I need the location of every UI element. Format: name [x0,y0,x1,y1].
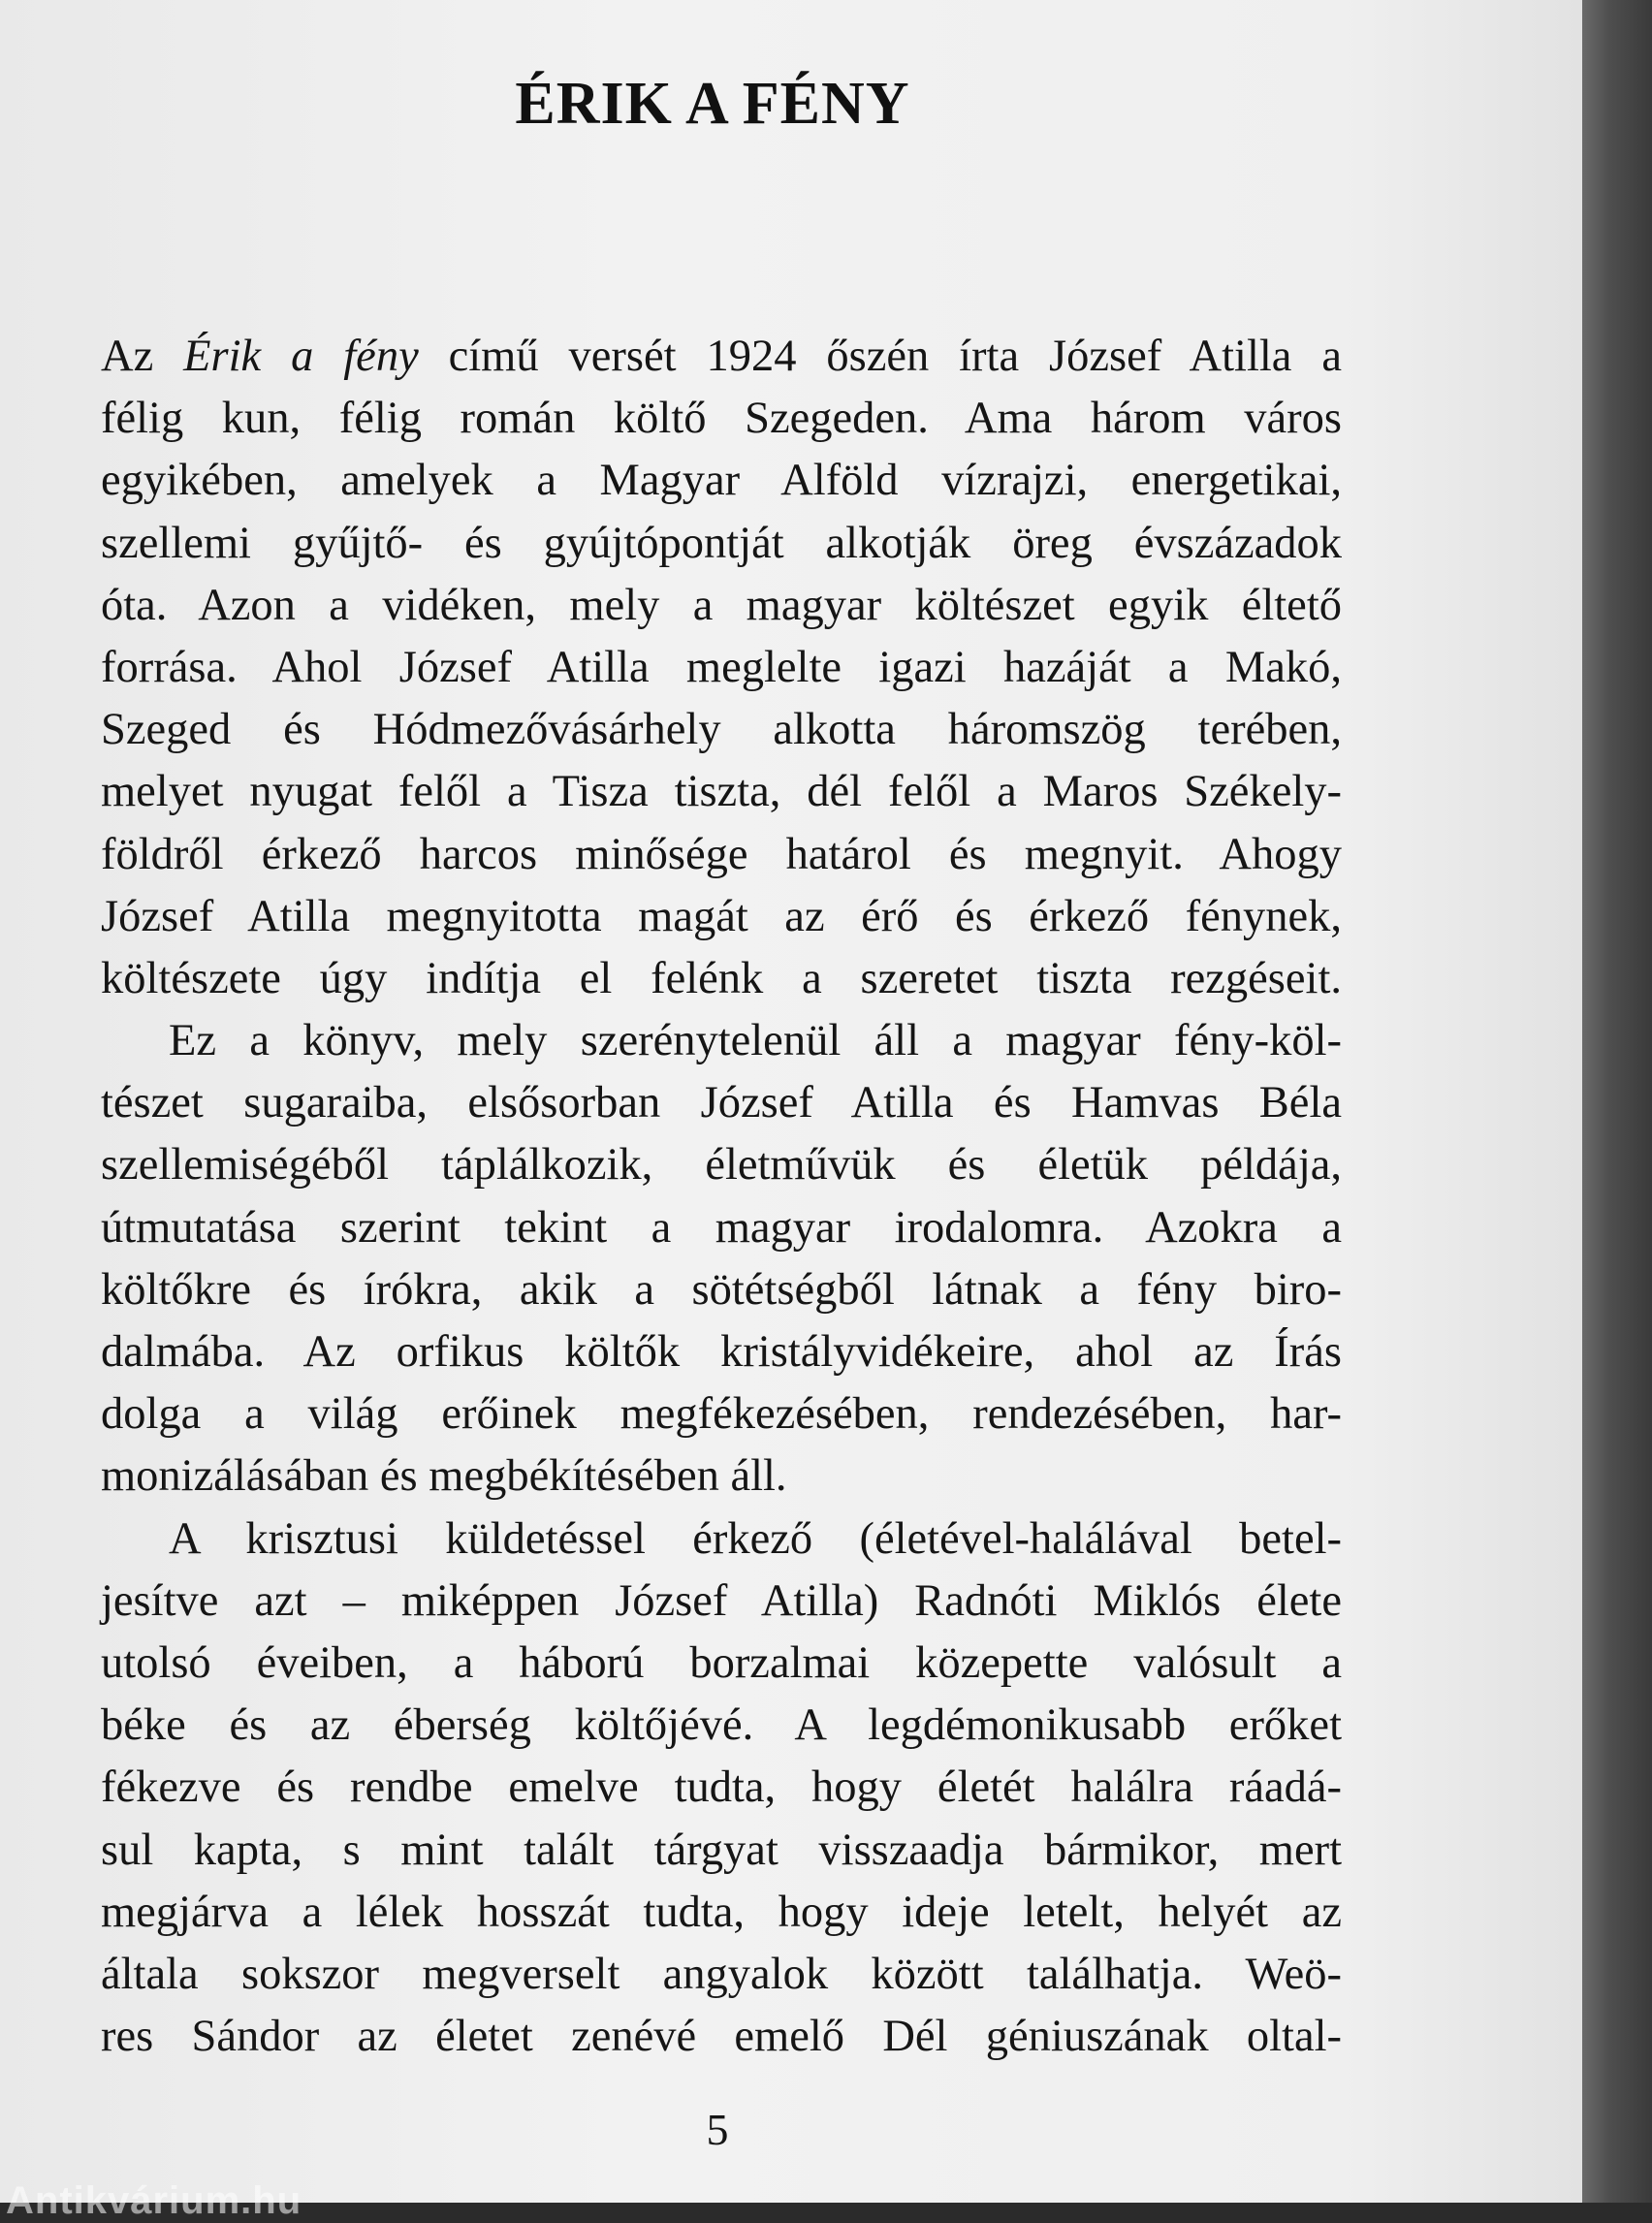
text-line: melyet nyugat felől a Tisza tiszta, dél felől a Maros Székely- [101,767,1342,817]
text-run: Az [101,332,184,381]
text-line: utolsó éveiben, a háború borzalmai közepette valósult a [101,1637,1342,1688]
paragraph-2 [101,1010,1342,1508]
body-text [101,326,1342,2068]
text-line: egyikében, amelyek a Magyar Alföld vízrajzi, energetikai, [101,456,1342,506]
text-line: A krisztusi küldetéssel érkező (életével-halálával betel- [169,1513,1342,1564]
text-line: monizálásában és megbékítésében áll. [101,1451,787,1502]
chapter-title: ÉRIK A FÉNY [515,71,910,137]
italic-title: Érik a fény [183,332,419,381]
text-line: útmutatása szerint tekint a magyar irodalomra. Azokra a [101,1202,1342,1253]
text-line: béke és az éberség költőjévé. A legdémonikusabb erőket [101,1700,1342,1751]
text-line: József Atilla megnyitotta magát az érő és érkező fénynek, [101,891,1342,941]
text-line: földről érkező harcos minősége határol és megnyit. Ahogy [101,829,1342,879]
text-run: című versét 1924 őszén írta József Atilla a [418,332,1342,381]
text-line: dolga a világ erőinek megfékezésében, rendezésében, har- [101,1389,1342,1440]
text-line: sul kapta, s mint talált tárgyat visszaadja bármikor, mert [101,1825,1342,1875]
text-line: Ez a könyv, mely szerénytelenül áll a magyar fény-köl- [169,1016,1342,1066]
show-through-text [39,0,1318,310]
paragraph-3 [101,1508,1342,2069]
text-line [101,326,1342,388]
text-line: félig kun, félig román költő Szegeden. Ama három város [101,394,1342,444]
text-line: jesítve azt – miképpen József Atilla) Radnóti Miklós élete [101,1575,1342,1626]
text-line: Szeged és Hódmezővásárhely alkotta háromszög terében, [101,705,1342,755]
text-line: forrása. Ahol József Atilla meglelte igazi hazáját a Makó, [101,642,1342,692]
book-spine-shadow [1582,0,1652,2203]
text-line: általa sokszor megverselt angyalok között találhatja. Weö- [101,1949,1342,1999]
text-line: res Sándor az életet zenévé emelő Dél géniuszának oltal- [101,2012,1342,2062]
text-line: szellemiségéből táplálkozik, életművük és életük példája, [101,1140,1342,1191]
text-line: óta. Azon a vidéken, mely a magyar költészet egyik éltető [101,580,1342,630]
text-line: szellemi gyűjtő- és gyújtópontját alkotják öreg évszázadok [101,518,1342,568]
text-line: megjárva a lélek hosszát tudta, hogy ideje letelt, helyét az [101,1887,1342,1937]
text-line: költészete úgy indítja el felénk a szeretet tiszta rezgéseit. [101,953,1342,1003]
watermark: Antikvárium.hu [6,2179,302,2222]
text-line: tészet sugaraiba, elsősorban József Atilla és Hamvas Béla [101,1078,1342,1128]
page-number: 5 [706,2105,729,2154]
text-line: fékezve és rendbe emelve tudta, hogy életét halálra ráadá- [101,1763,1342,1813]
text-line: költőkre és írókra, akik a sötétségből látnak a fény biro- [101,1264,1342,1315]
text-line: dalmába. Az orfikus költők kristályvidékeire, ahol az Írás [101,1327,1342,1377]
paragraph-1 [101,326,1342,1010]
